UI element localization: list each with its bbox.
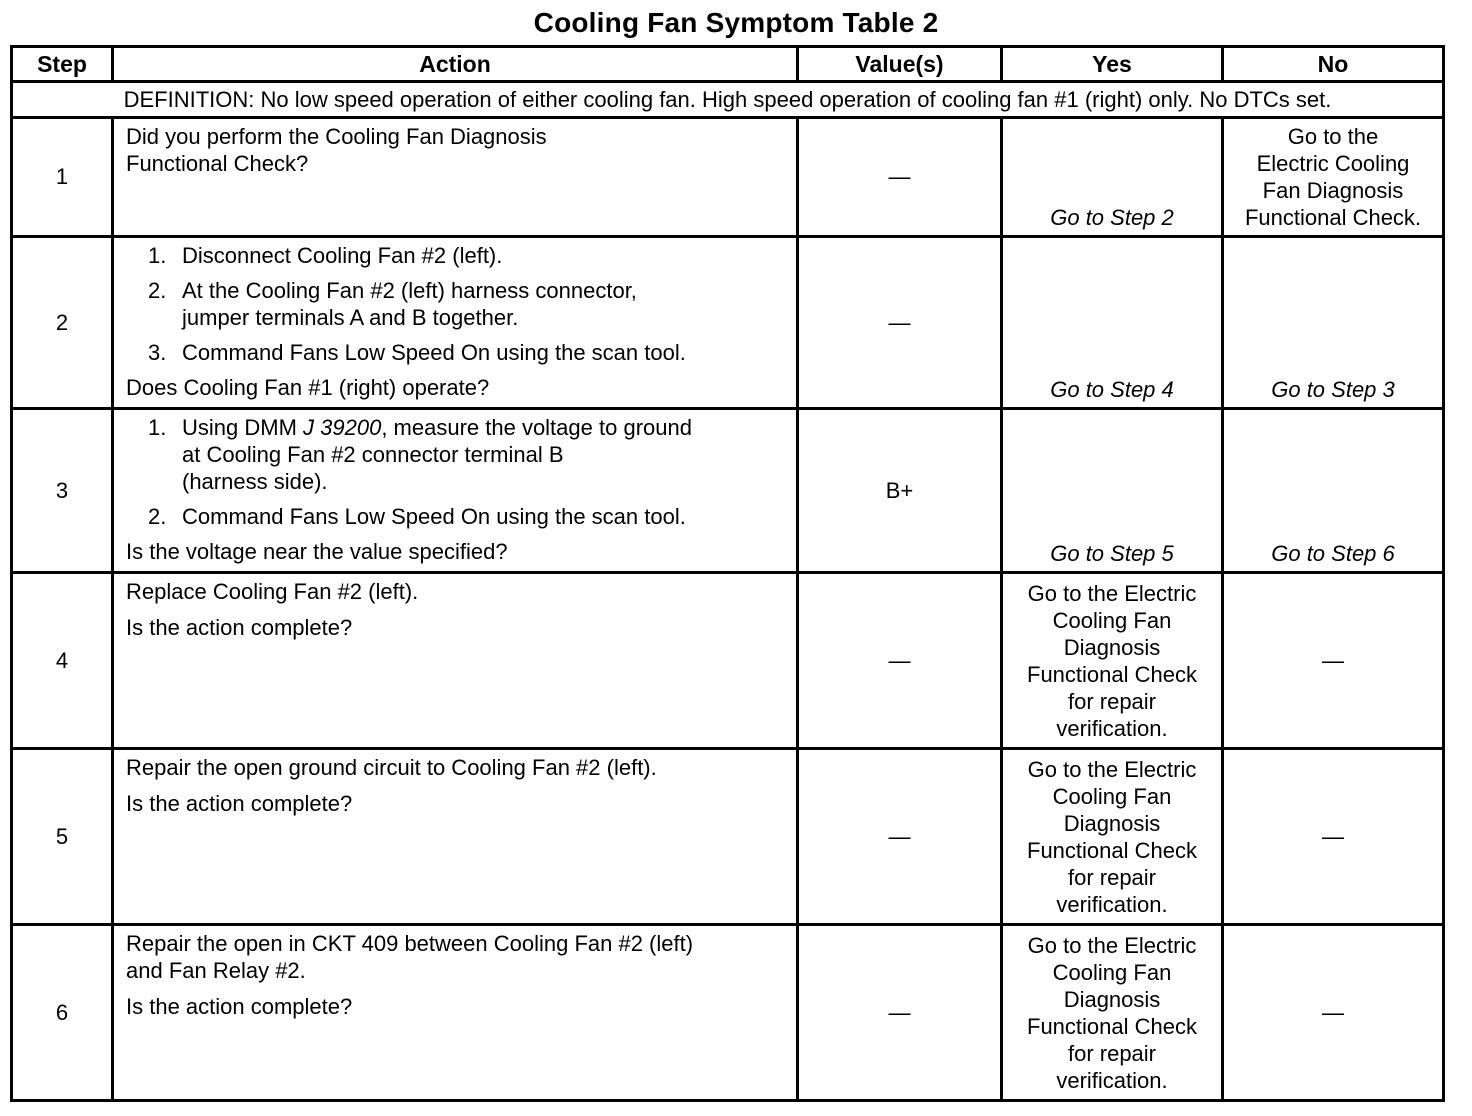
item-text: Command Fans Low Speed On using the scan tool. [182, 340, 686, 365]
goto-link[interactable]: Go to Step 4 [1050, 377, 1174, 402]
yes-line[interactable]: verification. [1056, 1067, 1168, 1093]
yes-cell [1002, 409, 1223, 573]
action-text: Replace Cooling Fan #2 (left). [126, 579, 419, 604]
yes-cell [1002, 573, 1223, 749]
step-number: 1 [12, 118, 113, 237]
header-action: Action [113, 47, 798, 82]
yes-line[interactable]: Cooling Fan [1052, 783, 1172, 809]
action-cell [113, 749, 798, 925]
no-cell [1223, 237, 1444, 409]
value-cell: — [798, 749, 1002, 925]
item-text: Disconnect Cooling Fan #2 (left). [182, 243, 503, 268]
item-number: 2. [148, 504, 167, 529]
action-question: Is the action complete? [126, 615, 353, 640]
item-number: 2. [148, 278, 167, 303]
yes-line[interactable]: verification. [1056, 715, 1168, 741]
item-number: 3. [148, 340, 167, 365]
no-cell: — [1223, 749, 1444, 925]
table-row [12, 925, 1444, 1101]
item-line: jumper terminals A and B together. [182, 305, 519, 330]
action-item [126, 277, 784, 331]
yes-line[interactable]: Diagnosis [1063, 986, 1161, 1012]
yes-line[interactable]: Functional Check [1027, 1013, 1197, 1039]
yes-cell [1002, 118, 1223, 237]
yes-line[interactable]: Cooling Fan [1052, 607, 1172, 633]
yes-line[interactable]: Functional Check [1027, 837, 1197, 863]
definition-row [12, 82, 1444, 118]
item-number: 1. [148, 415, 167, 440]
action-question: Is the action complete? [126, 791, 353, 816]
yes-line[interactable]: Cooling Fan [1052, 959, 1172, 985]
action-line: Did you perform the Cooling Fan Diagnosis [126, 124, 547, 149]
no-line[interactable]: Functional Check. [1244, 205, 1422, 230]
action-cell [113, 409, 798, 573]
table-row [12, 237, 1444, 409]
no-cell: — [1223, 573, 1444, 749]
item-line: At the Cooling Fan #2 (left) harness connector, [182, 278, 637, 303]
value-cell: — [798, 573, 1002, 749]
table-row [12, 749, 1444, 925]
item-text-pre: Using DMM [182, 415, 304, 440]
value-cell: — [798, 925, 1002, 1101]
item-text [182, 277, 784, 331]
action-question: Is the action complete? [126, 994, 353, 1019]
step-number: 6 [12, 925, 113, 1101]
yes-cell [1002, 237, 1223, 409]
symptom-table [10, 45, 1445, 1102]
table-row [12, 573, 1444, 749]
page-title: Cooling Fan Symptom Table 2 [533, 7, 939, 38]
table-row [12, 118, 1444, 237]
action-item [126, 503, 784, 530]
yes-cell [1002, 749, 1223, 925]
action-line: Functional Check? [126, 151, 309, 176]
action-line: Repair the open in CKT 409 between Cooling Fan #2 (left) [126, 931, 694, 956]
item-line: (harness side). [182, 469, 328, 494]
yes-line[interactable]: Diagnosis [1063, 810, 1161, 836]
action-cell [113, 237, 798, 409]
yes-line[interactable]: verification. [1056, 891, 1168, 917]
header-step: Step [12, 47, 113, 82]
goto-link[interactable]: Go to Step 2 [1050, 205, 1174, 230]
yes-line[interactable]: Go to the Electric [1027, 756, 1197, 782]
action-item [126, 414, 784, 495]
definition-text: DEFINITION: No low speed operation of either cooling fan. High speed operation of cooling fan #1 (right) only. No DTCs set. [12, 82, 1444, 118]
yes-line[interactable]: Go to the Electric [1027, 932, 1197, 958]
action-text: Repair the open ground circuit to Cooling Fan #2 (left). [126, 755, 657, 780]
goto-link[interactable]: Go to Step 3 [1271, 377, 1395, 402]
action-question: Does Cooling Fan #1 (right) operate? [126, 375, 490, 400]
header-yes: Yes [1002, 47, 1223, 82]
value-cell: — [798, 237, 1002, 409]
item-number: 1. [148, 243, 167, 268]
header-row [12, 47, 1444, 82]
tool-number: J 39200 [303, 415, 382, 440]
yes-line[interactable]: Diagnosis [1063, 634, 1161, 660]
step-number: 5 [12, 749, 113, 925]
item-text [182, 414, 784, 495]
action-cell [113, 573, 798, 749]
action-line: and Fan Relay #2. [126, 958, 306, 983]
no-line[interactable]: Fan Diagnosis [1262, 178, 1404, 203]
step-number: 3 [12, 409, 113, 573]
goto-link[interactable]: Go to Step 6 [1271, 541, 1395, 566]
goto-link[interactable]: Go to Step 5 [1050, 541, 1174, 566]
yes-line[interactable]: Functional Check [1027, 661, 1197, 687]
value-cell: B+ [798, 409, 1002, 573]
yes-line[interactable]: Go to the Electric [1027, 580, 1197, 606]
no-cell [1223, 409, 1444, 573]
step-number: 2 [12, 237, 113, 409]
yes-line[interactable]: for repair [1067, 688, 1157, 714]
action-cell [113, 118, 798, 237]
action-item [126, 242, 784, 269]
action-question: Is the voltage near the value specified? [126, 539, 508, 564]
item-text: Command Fans Low Speed On using the scan tool. [182, 504, 686, 529]
header-no: No [1223, 47, 1444, 82]
action-cell [113, 925, 798, 1101]
yes-line[interactable]: for repair [1067, 1040, 1157, 1066]
value-cell: — [798, 118, 1002, 237]
no-cell [1223, 118, 1444, 237]
header-values: Value(s) [798, 47, 1002, 82]
yes-cell [1002, 925, 1223, 1101]
item-line: at Cooling Fan #2 connector terminal B [182, 442, 564, 467]
no-line[interactable]: Go to the [1287, 124, 1379, 149]
item-text-post: , measure the voltage to ground [381, 415, 692, 440]
step-number: 4 [12, 573, 113, 749]
yes-line[interactable]: for repair [1067, 864, 1157, 890]
action-item [126, 339, 784, 366]
table-row [12, 409, 1444, 573]
no-cell: — [1223, 925, 1444, 1101]
no-line[interactable]: Electric Cooling [1256, 151, 1410, 176]
